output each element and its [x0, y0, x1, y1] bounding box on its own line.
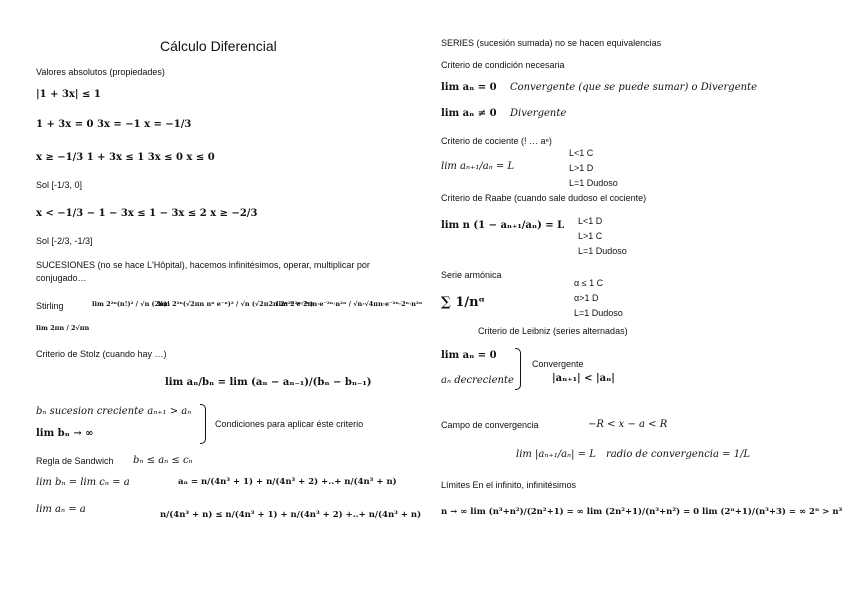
leibniz-inequality: |aₙ₊₁| < |aₙ| — [552, 373, 615, 384]
convergence-interval: −R < x − a < R — [588, 419, 668, 430]
stolz-condition-2: lim bₙ → ∞ — [36, 428, 94, 439]
leibniz-heading: Criterio de Leibniz (series alternadas) — [478, 326, 628, 336]
limits-line: n → ∞ lim (n³+n²)/(2n²+1) = ∞ lim (2n²+1)/(n³+n²) = 0 lim (2ⁿ+1)/(n³+3) = ∞ 2ⁿ > n³ — [441, 507, 843, 517]
limits-heading: Límites En el infinito, infinitésimos — [441, 480, 577, 490]
sandwich-inequality: bₙ ≤ aₙ ≤ cₙ — [133, 455, 193, 466]
necessary-line-1-text: Convergente (que se puede sumar) o Divergente — [510, 82, 757, 93]
stolz-formula: lim aₙ/bₙ = lim (aₙ − aₙ₋₁)/(bₙ − bₙ₋₁) — [165, 377, 372, 388]
stolz-brace — [200, 404, 206, 444]
harmonic-series-heading: Serie armónica — [441, 270, 502, 280]
abs-equation: |1 + 3x| ≤ 1 — [36, 89, 101, 100]
necessary-line-1: lim aₙ = 0 — [441, 82, 497, 93]
stirling-step-1: lim 2²ⁿ(n!)² / √n (2n)! — [92, 300, 170, 308]
convergence-radius: radio de convergencia = 1/L — [606, 449, 751, 460]
stolz-heading: Criterio de Stolz (cuando hay …) — [36, 349, 167, 359]
solution-1: Sol [-1/3, 0] — [36, 180, 83, 190]
ratio-test-formula: lim aₙ₊₁/aₙ = L — [441, 161, 515, 172]
page-title: Cálculo Diferencial — [160, 38, 277, 54]
convergence-formula: lim |aₙ₊₁/aₙ| = L — [516, 449, 596, 460]
raabe-heading: Criterio de Raabe (cuando sale dudoso el cociente) — [441, 193, 647, 203]
abs-line-2: x ≥ −1/3 1 + 3x ≤ 1 3x ≤ 0 x ≤ 0 — [36, 152, 215, 163]
raabe-formula: lim n (1 − aₙ₊₁/aₙ) = L — [441, 220, 565, 231]
leibniz-condition-1: lim aₙ = 0 — [441, 350, 497, 361]
raabe-case-2: L>1 C — [578, 231, 603, 241]
sandwich-sum-1: aₙ = n/(4n³ + 1) + n/(4n³ + 2) +..+ n/(4n³ + n) — [178, 477, 397, 487]
abs-heading: Valores absolutos (propiedades) — [36, 67, 165, 77]
stolz-condition-1: bₙ sucesion creciente aₙ₊₁ > aₙ — [36, 406, 192, 417]
sandwich-sum-2: n/(4n³ + n) ≤ n/(4n³ + 1) + n/(4n³ + 2) +..+ n/(4n³ + n) — [160, 510, 422, 520]
sandwich-heading: Regla de Sandwich — [36, 456, 114, 466]
stirling-step-3: lim 2²ⁿ·2πn·e⁻²ⁿ·n²ⁿ / √n·√4πn·e⁻²ⁿ·2ⁿ·n²ⁿ — [276, 300, 423, 308]
raabe-case-3: L=1 Dudoso — [578, 246, 627, 256]
ratio-case-3: L=1 Dudoso — [569, 178, 618, 188]
convergence-field-heading: Campo de convergencia — [441, 420, 539, 430]
sandwich-limit-1: lim bₙ = lim cₙ = a — [36, 477, 130, 488]
harmonic-case-3: L=1 Dudoso — [574, 308, 623, 318]
stolz-conditions-label: Condiciones para aplicar éste criterio — [215, 419, 364, 429]
harmonic-case-2: α>1 D — [574, 293, 599, 303]
sandwich-limit-2: lim aₙ = a — [36, 504, 86, 515]
necessary-line-2: lim aₙ ≠ 0 — [441, 108, 497, 119]
ratio-test-heading: Criterio de cociente (! … aⁿ) — [441, 136, 552, 146]
leibniz-brace — [515, 348, 521, 390]
ratio-case-1: L<1 C — [569, 148, 594, 158]
necessary-line-2-text: Divergente — [510, 108, 567, 119]
stirling-label: Stirling — [36, 301, 64, 311]
necessary-condition-heading: Criterio de condición necesaria — [441, 60, 565, 70]
leibniz-condition-2: aₙ decreciente — [441, 375, 514, 386]
sucesiones-heading-2: conjugado… — [36, 273, 87, 283]
raabe-case-1: L<1 D — [578, 216, 603, 226]
stirling-step-4: lim 2πn / 2√πn — [36, 324, 90, 332]
harmonic-case-1: α ≤ 1 C — [574, 278, 604, 288]
harmonic-series-formula: ∑ 1/nᵅ — [441, 295, 486, 310]
stirling-step-2: lim 2²ⁿ(√2πn nⁿ e⁻ⁿ)² / √n (√2π2n 2ⁿ²ⁿ e⁻²ⁿ) — [158, 300, 314, 308]
abs-line-1: 1 + 3x = 0 3x = −1 x = −1/3 — [36, 119, 192, 130]
sucesiones-heading: SUCESIONES (no se hace L'Hôpital), hacemos infinitésimos, operar, multiplicar por — [36, 260, 370, 270]
ratio-case-2: L>1 D — [569, 163, 594, 173]
solution-2: Sol [-2/3, -1/3] — [36, 236, 93, 246]
leibniz-result: Convergente — [532, 359, 584, 369]
series-heading: SERIES (sucesión sumada) no se hacen equivalencias — [441, 38, 662, 48]
abs-line-3: x < −1/3 − 1 − 3x ≤ 1 − 3x ≤ 2 x ≥ −2/3 — [36, 208, 258, 219]
